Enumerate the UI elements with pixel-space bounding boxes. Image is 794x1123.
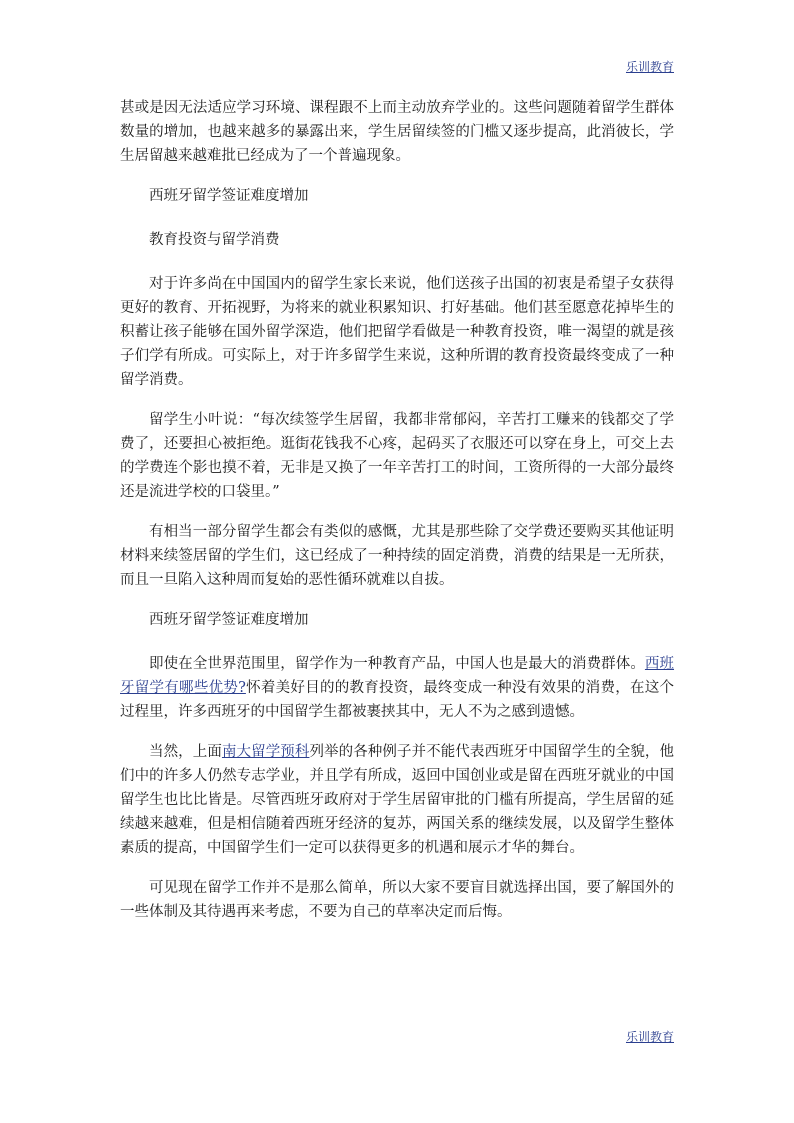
paragraph-conclusion-text-b: 列举的各种例子并不能代表西班牙中国留学生的全貌，他们中的许多人仍然专志学业，并且学有所成，返回中国创业或是留在西班牙就业的中国留学生也比比皆是。尽管西班牙政府对于学生居留审批的门槛有所提高，学生居留的延续越来越难，但是相信随着西班牙经济的复苏，两国关系的继续发展，以及留学生整体素质的提高，中国留学生们一定可以获得更多的机遇和展示才华的舞台。 bbox=[120, 744, 675, 856]
paragraph-global bbox=[120, 652, 674, 724]
footer-brand-link[interactable]: 乐训教育 bbox=[625, 1030, 674, 1044]
paragraph-quote: 留学生小叶说：“每次续签学生居留，我都非常郁闷，辛苦打工赚来的钱都交了学费了，还要担心被拒绝。逛街花钱我不心疼，起码买了衣服还可以穿在身上，可交上去的学费连个影也摸不着，无非是又换了一年辛苦打工的时间，工资所得的一大部分最终还是流进学校的口袋里。” bbox=[120, 412, 674, 500]
header-brand-link[interactable]: 乐训教育 bbox=[625, 60, 674, 74]
article-body bbox=[120, 96, 674, 940]
section-heading-investment: 教育投资与留学消费 bbox=[149, 232, 280, 248]
paragraph-parents: 对于许多尚在中国国内的留学生家长来说，他们送孩子出国的初衷是希望子女获得更好的教育、开拓视野，为将来的就业积累知识、打好基础。他们甚至愿意花掉毕生的积蓄让孩子能够在国外留学深造，他们把留学看做是一种教育投资，唯一渴望的就是孩子们学有所成。可实际上，对于许多留学生来说，这种所谓的教育投资最终变成了一种留学消费。 bbox=[120, 276, 674, 388]
paragraph-consumption: 有相当一部分留学生都会有类似的感慨，尤其是那些除了交学费还要购买其他证明材料来续签居留的学生们，这已经成了一种持续的固定消费，消费的结果是一无所获，而且一旦陷入这种周而复始的恶性循环就难以自拔。 bbox=[120, 524, 674, 588]
spain-advantages-link[interactable]: 西班牙留学有哪些优势? bbox=[120, 656, 675, 696]
paragraph-intro: 甚或是因无法适应学习环境、课程跟不上而主动放弃学业的。这些问题随着留学生群体数量的增加，也越来越多的暴露出来，学生居留续签的门槛又逐步提高，此消彼长，学生居留越来越难批已经成为了一个普遍现象。 bbox=[120, 100, 674, 164]
nanda-prep-link[interactable]: 南大留学预科 bbox=[221, 744, 310, 760]
paragraph-conclusion bbox=[120, 740, 674, 860]
paragraph-global-text-a: 即使在全世界范围里，留学作为一种教育产品，中国人也是最大的消费群体。 bbox=[149, 656, 645, 672]
section-heading-visa: 西班牙留学签证难度增加 bbox=[149, 188, 309, 204]
paragraph-global-text-b: 怀着美好目的的教育投资，最终变成一种没有效果的消费，在这个过程里，许多西班牙的中国留学生都被裹挟其中，无人不为之感到遗憾。 bbox=[120, 680, 674, 720]
paragraph-advice: 可见现在留学工作并不是那么简单，所以大家不要盲目就选择出国，要了解国外的一些体制及其待遇再来考虑，不要为自己的草率决定而后悔。 bbox=[120, 880, 674, 920]
paragraph-conclusion-text-a: 当然，上面 bbox=[149, 744, 222, 760]
section-heading-visa-2: 西班牙留学签证难度增加 bbox=[149, 612, 309, 628]
